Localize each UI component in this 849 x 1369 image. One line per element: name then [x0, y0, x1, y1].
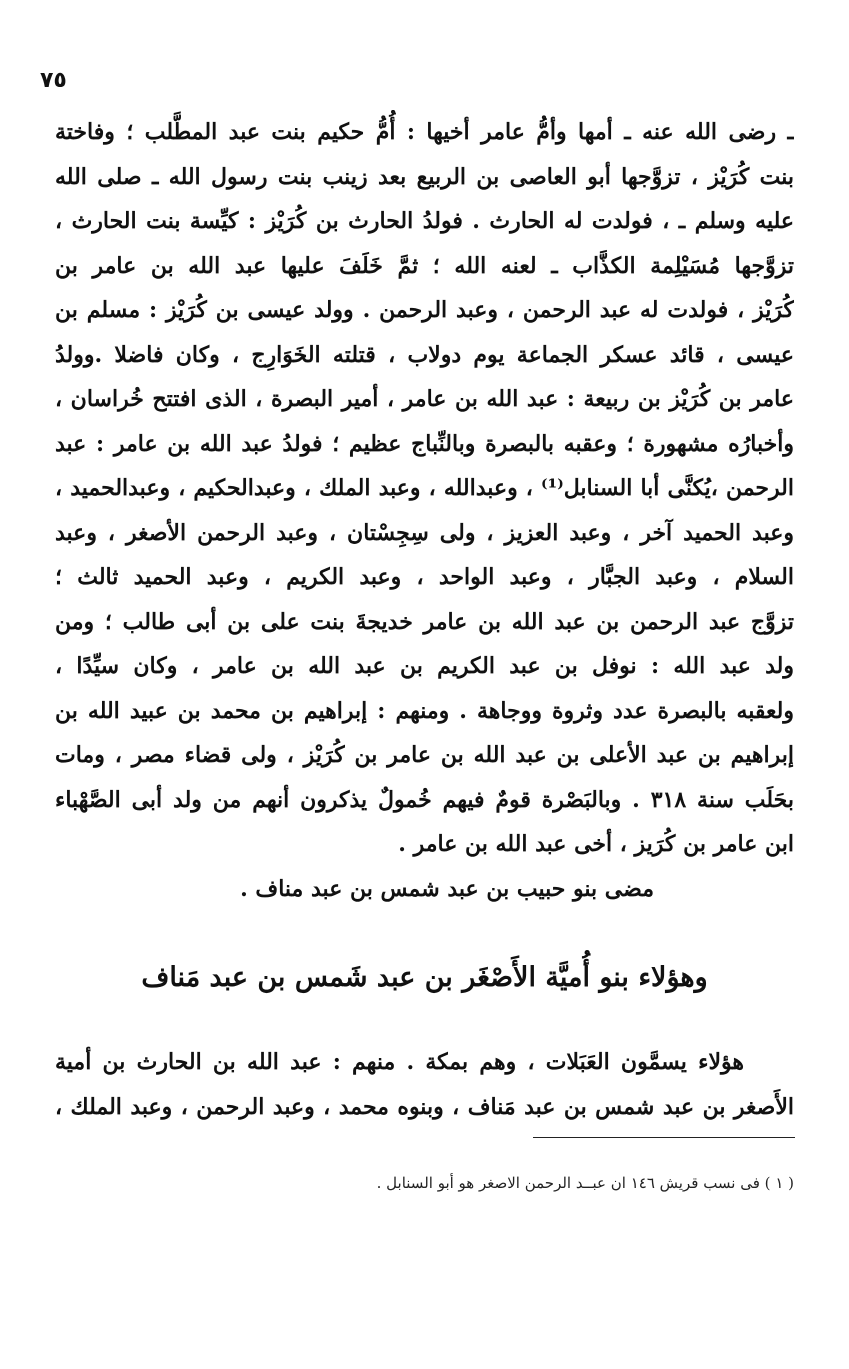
text-line: تزوَّجها مُسَيْلِمة الكذَّاب ـ لعنه الله ؛ ثمَّ خَلَفَ عليها عبد الله بن عامر بن: [55, 252, 794, 279]
text-line: بنت كُرَيْز ، تزوَّجها أبو العاصى بن الربيع بعد زينب بنت رسول الله ـ صلى الله: [55, 163, 794, 190]
footnote: ( ١ ) فى نسب قريش ١٤٦ ان عبــد الرحمن الاصغر هو أبو السنابل .: [376, 1174, 794, 1192]
text-line: وعبد الحميد آخر ، وعبد العزيز ، ولى سِجِسْتان ، وعبد الرحمن الأصغر ، وعبد: [55, 519, 794, 546]
text-line: ولد عبد الله : نوفل بن عبد الكريم بن عبد الله بن عامر ، وكان سيِّدًا ،: [55, 653, 794, 679]
text-line: تزوَّج عبد الرحمن بن عبد الله بن عامر خديجةَ بنت على بن أبى طالب ؛ ومن: [55, 608, 794, 635]
text-line: هؤلاء يسمَّون العَبَلات ، وهم بمكة . منهم : عبد الله بن الحارث بن أمية: [55, 1049, 744, 1075]
text-line: عليه وسلم ـ ، فولدت له الحارث . فولدُ الحارث بن كُرَيْز : كيِّسة بنت الحارث ،: [55, 208, 794, 234]
text-line: بحَلَب سنة ٣١٨ . وبالبَصْرة قومٌ فيهم خُمولٌ يذكرون أنهم من ولد أبى الصَّهْباء: [55, 786, 794, 813]
section-heading: وهؤلاء بنو أُميَّة الأَصْغَر بن عبد شَمس بن عبد مَناف: [141, 962, 708, 993]
text-line: كُرَيْز ، فولدت له عبد الرحمن ، وعبد الرحمن . وولد عيسى بن كُرَيْز : مسلم بن: [55, 297, 794, 323]
text-line: ـ رضى الله عنه ـ أمها وأمُّ عامر أخيها : أُمُّ حكيم بنت عبد المطَّلب ؛ وفاختة: [55, 119, 794, 145]
text-line: وأخبارُه مشهورة ؛ وعقبه بالبصرة وبالنِّباج عظيم ؛ فولدُ عبد الله بن عامر : عبد: [55, 430, 794, 457]
text-line: الأَصغر بن عبد شمس بن عبد مَناف ، وبنوه محمد ، وعبد الرحمن ، وعبد الملك ،: [55, 1093, 794, 1120]
text-line: السلام ، وعبد الجبَّار ، وعبد الواحد ، وعبد الكريم ، وعبد الحميد ثالث ؛: [55, 564, 794, 590]
text-line: ابن عامر بن كُرَيز ، أخى عبد الله بن عامر .: [398, 831, 794, 857]
text-line: عامر بن كُرَيْز بن ربيعة : عبد الله بن عامر ، أمير البصرة ، الذى افتتح خُراسان ،: [55, 386, 794, 412]
footnote-divider: [533, 1137, 795, 1138]
text-line: الرحمن ،يُكنَّى أبا السنابل⁽¹⁾ ، وعبدالله ، وعبد الملك ، وعبدالحكيم ، وعبدالحميد ،: [55, 475, 794, 501]
section-text: [55, 1040, 794, 1129]
text-line: عيسى ، قائد عسكر الجماعة يوم دولاب ، قتلته الخَوَارِج ، وكان فاضلا .وولدُ: [55, 341, 794, 368]
text-line: ولعقبه بالبصرة عدد وثروة ووجاهة . ومنهم : إبراهيم بن محمد بن عبيد الله بن: [55, 697, 794, 724]
page-number: ٧٥: [40, 68, 67, 93]
section-closing-line: مضى بنو حبيب بن عبد شمس بن عبد مناف .: [240, 875, 654, 902]
body-text: [55, 110, 794, 911]
text-line: إبراهيم بن عبد الأعلى بن عبد الله بن عامر بن كُرَيْز ، ولى قضاء مصر ، ومات: [55, 742, 794, 768]
